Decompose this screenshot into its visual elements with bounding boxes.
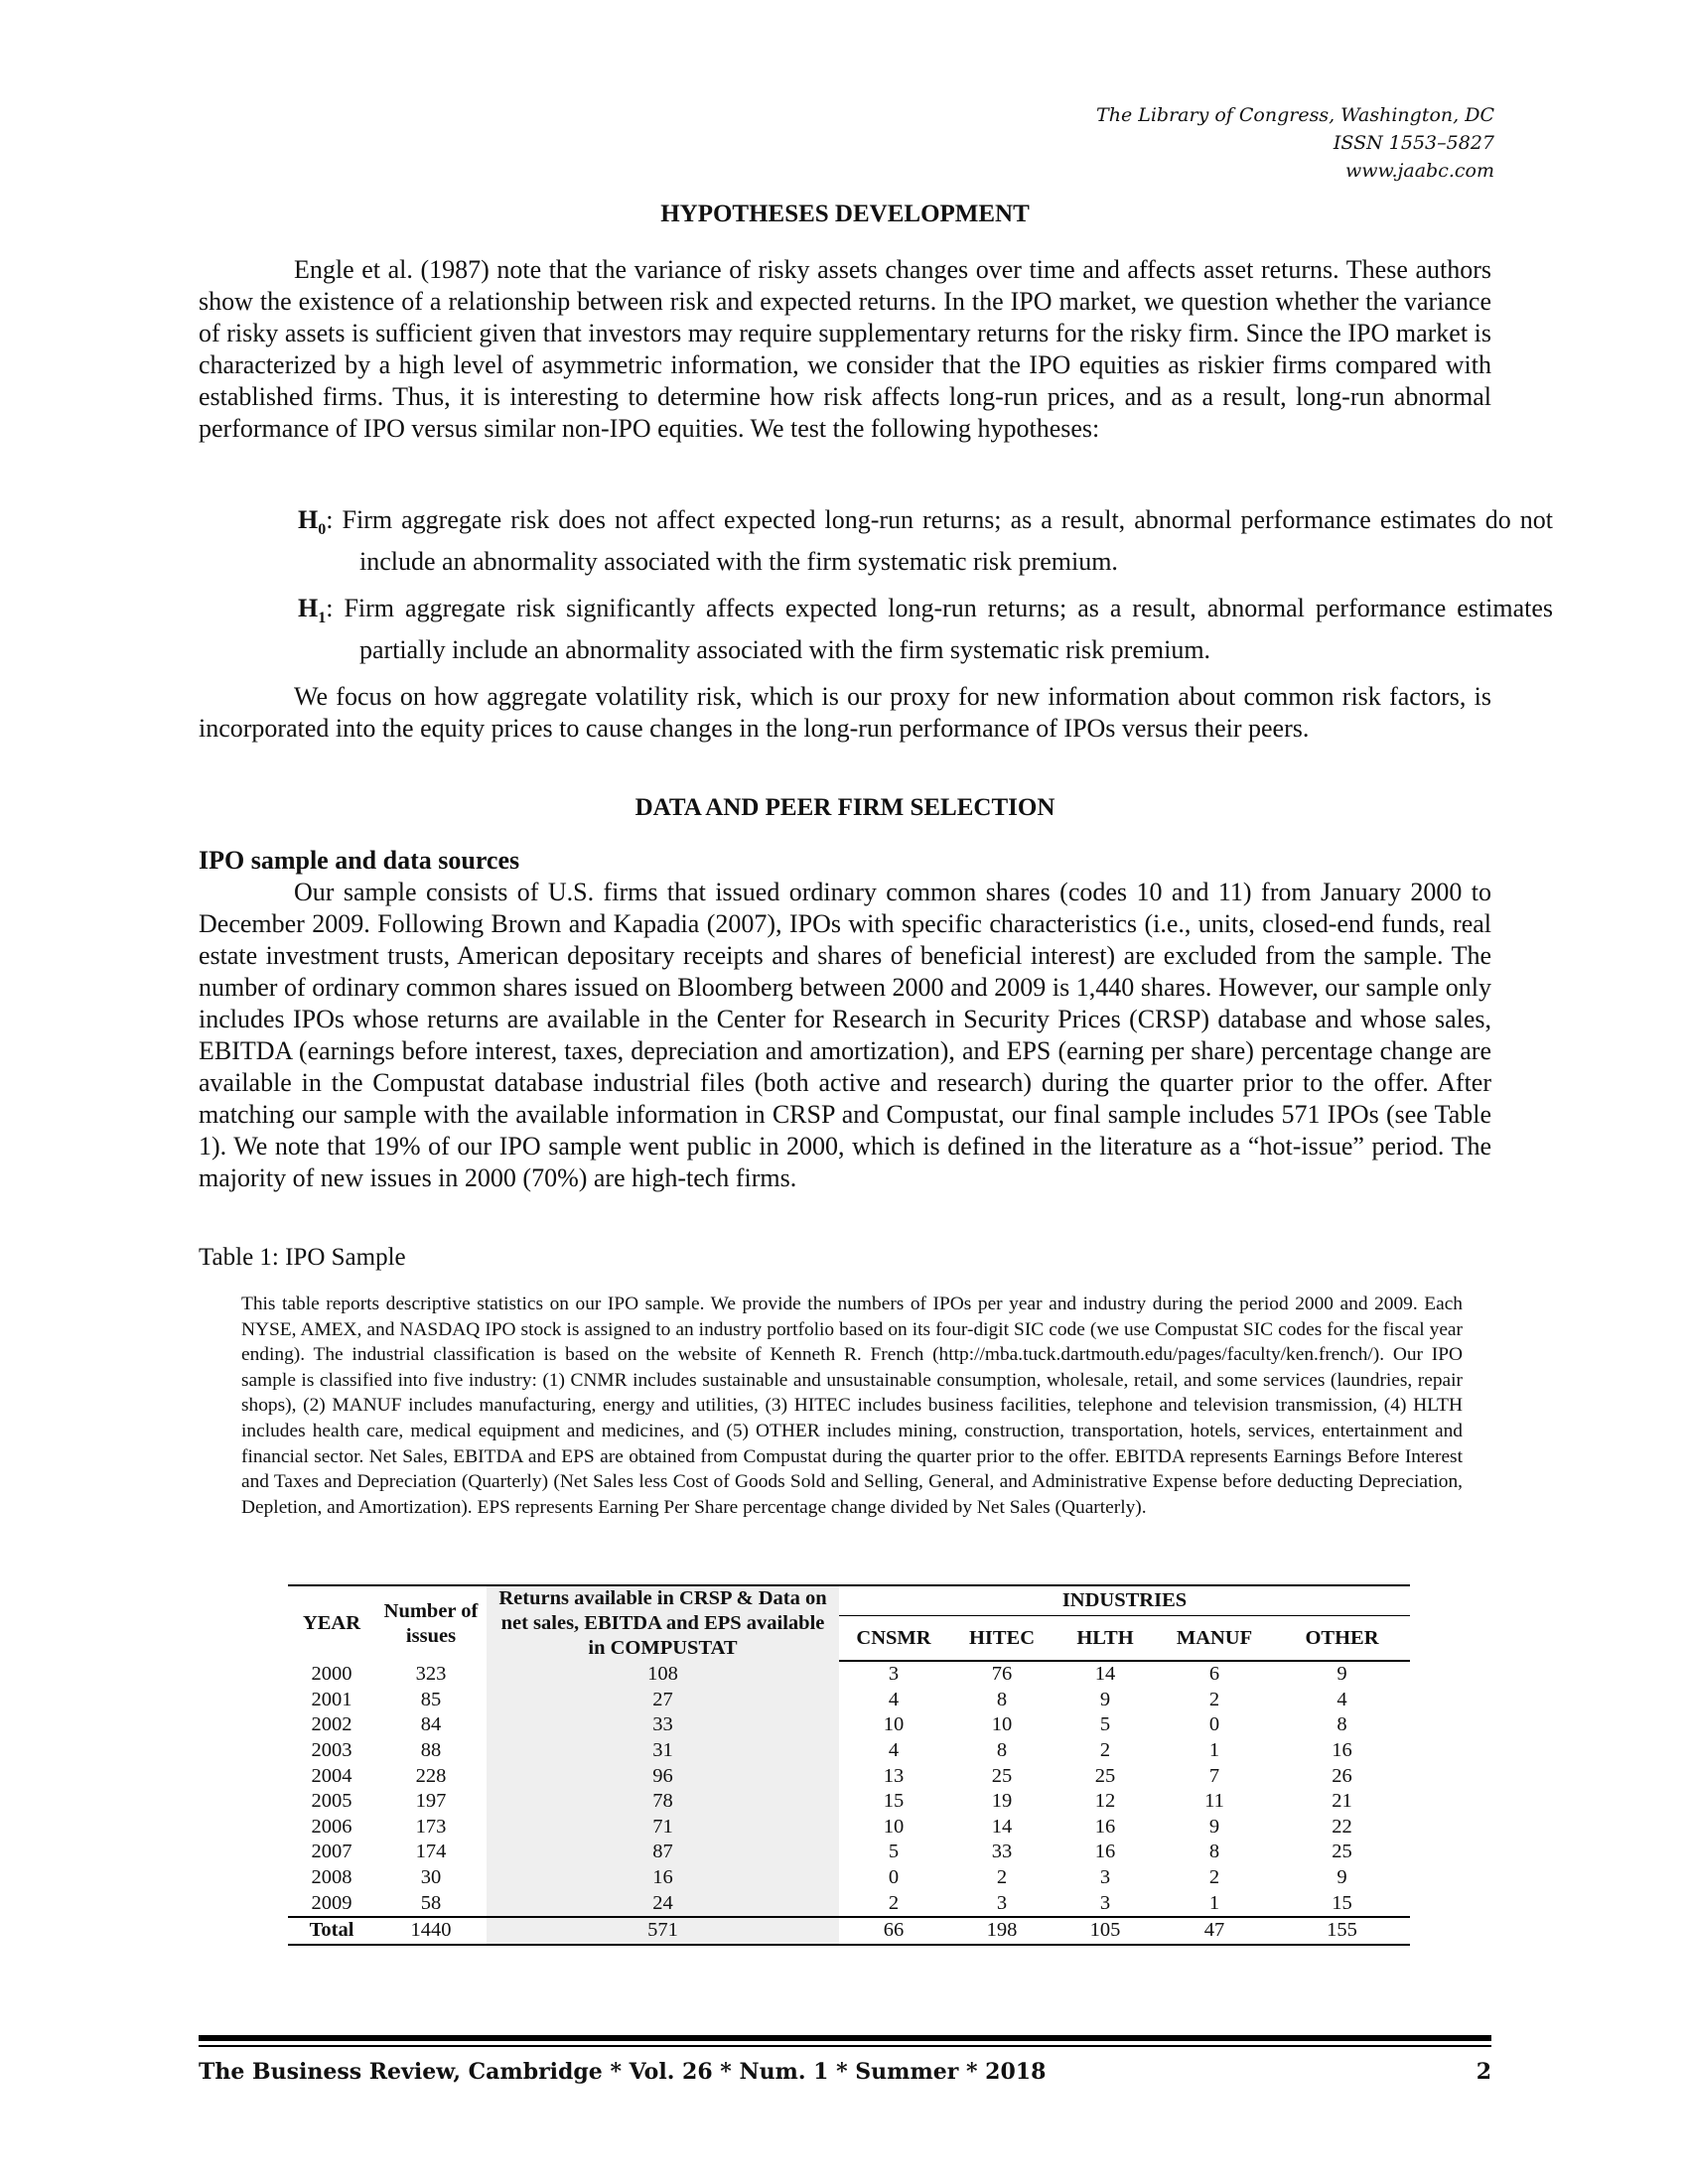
cell-hlth: 3 [1099, 1866, 1111, 1889]
col-cnsmr-header: CNSMR [839, 1616, 948, 1662]
cell-year: 2003 [311, 1739, 352, 1762]
running-header [1096, 101, 1494, 185]
cell-available: 16 [487, 1865, 839, 1891]
cell-available: 33 [487, 1712, 839, 1738]
cell-hitec: 2 [996, 1866, 1008, 1889]
cell-total-cnsmr: 66 [839, 1917, 948, 1945]
cell-cnsmr: 13 [883, 1764, 905, 1787]
cell-available: 71 [487, 1815, 839, 1841]
cell-issues: 174 [415, 1841, 447, 1863]
focus-paragraph: We focus on how aggregate volatility risk, which is our proxy for new information about common risk factors, is incorporated into the equity prices to cause changes in the long-run performance of IPOs versus their peers. [199, 682, 1491, 743]
h1-text: : Firm aggregate risk significantly affects expected long-run returns; as a result, abnormal performance estimates partially include an abnormality associated with the firm systematic risk premium. [326, 594, 1553, 665]
h0-label: H [298, 505, 319, 534]
cell-cnsmr: 10 [883, 1815, 905, 1838]
col-hlth-header: HLTH [1055, 1616, 1155, 1662]
h1-label: H [298, 594, 319, 622]
cell-cnsmr: 15 [883, 1790, 905, 1813]
page-number: 2 [1476, 2059, 1491, 2085]
issn-line: ISSN 1553–5827 [1333, 132, 1494, 154]
cell-hlth: 3 [1099, 1891, 1111, 1914]
cell-issues: 197 [415, 1790, 447, 1813]
cell-year: 2009 [311, 1891, 352, 1914]
cell-year: 2006 [311, 1815, 352, 1838]
cell-available: 108 [487, 1661, 839, 1688]
cell-hlth: 16 [1094, 1815, 1116, 1838]
cell-cnsmr: 2 [888, 1891, 900, 1914]
col-other-header: OTHER [1274, 1616, 1410, 1662]
cell-hlth: 14 [1094, 1663, 1116, 1686]
cell-other: 9 [1336, 1866, 1347, 1889]
table-row [288, 1712, 1410, 1738]
cell-other: 26 [1332, 1764, 1352, 1787]
cell-available: 31 [487, 1738, 839, 1764]
cell-other: 21 [1332, 1790, 1352, 1813]
cell-cnsmr: 4 [888, 1739, 900, 1762]
cell-available: 27 [487, 1688, 839, 1713]
cell-manuf: 9 [1208, 1815, 1220, 1838]
cell-hitec: 3 [996, 1891, 1008, 1914]
h0-text: : Firm aggregate risk does not affect expected long-run returns; as a result, abnormal performance estimates do not include an abnormality associated with the firm systematic risk premium. [326, 505, 1553, 577]
cell-cnsmr: 5 [888, 1841, 900, 1863]
table-header-row [288, 1585, 1410, 1616]
ipo-sample-table [288, 1584, 1410, 1946]
table-row [288, 1840, 1410, 1865]
cell-manuf: 11 [1204, 1790, 1224, 1813]
cell-hlth: 2 [1099, 1739, 1111, 1762]
col-available-header: Returns available in CRSP & Data on net sales, EBITDA and EPS available in COMPUSTAT [487, 1585, 839, 1661]
cell-available: 96 [487, 1763, 839, 1789]
cell-cnsmr: 4 [888, 1688, 900, 1710]
cell-year: 2001 [311, 1688, 352, 1710]
col-issues-header: Number of issues [375, 1585, 487, 1661]
cell-manuf: 2 [1208, 1866, 1220, 1889]
footer-rule-thick [199, 2035, 1491, 2041]
cell-hitec: 76 [991, 1663, 1013, 1686]
cell-other: 22 [1332, 1815, 1352, 1838]
cell-hlth: 9 [1099, 1688, 1111, 1710]
cell-year: 2008 [311, 1866, 352, 1889]
cell-manuf: 2 [1208, 1688, 1220, 1710]
cell-issues: 228 [415, 1764, 447, 1787]
table-row [288, 1815, 1410, 1841]
table-total-row [288, 1917, 1410, 1945]
footer-rule-thin [199, 2045, 1491, 2047]
table-row [288, 1865, 1410, 1891]
table-note: This table reports descriptive statistics on our IPO sample. We provide the numbers of IPOs per year and industry during the period 2000 and 2009. Each NYSE, AMEX, and NASDAQ IPO stock is assigned to an industry portfolio based on its four-digit SIC code (we use Compustat SIC codes for the fiscal year ending). The industrial classification is based on the website of Kenneth R. French (http://mba.tuck.dartmouth.edu/pages/faculty/ken.french/). Our IPO sample is classified into five industry: (1) CNMR includes sustainable and unsustainable consumption, wholesale, retail, and some services (laundries, repair shops), (2) MANUF includes manufacturing, energy and utilities, (3) HITEC includes business facilities, telephone and television transmission, (4) HLTH includes health care, medical equipment and medicines, and (5) OTHER includes mining, construction, transportation, hotels, services, entertainment and financial sector. Net Sales, EBITDA and EPS are obtained from Compustat during the quarter prior to the offer. EBITDA represents Earnings Before Interest and Taxes and Depreciation (Quarterly) (Net Sales less Cost of Goods Sold and Selling, General, and Administrative Expense before deducting Depreciation, Depletion, and Amortization). EPS represents Earning Per Share percentage change divided by Net Sales (Quarterly). [241, 1294, 1463, 1518]
cell-manuf: 0 [1208, 1713, 1220, 1736]
cell-hitec: 8 [996, 1688, 1008, 1710]
cell-total-other: 155 [1274, 1917, 1410, 1945]
col-hitec-header: HITEC [948, 1616, 1055, 1662]
sample-subheading: IPO sample and data sources [199, 846, 520, 875]
cell-issues: 58 [420, 1891, 442, 1914]
hypothesis-h0 [298, 504, 1553, 578]
cell-issues: 30 [420, 1866, 442, 1889]
cell-year: 2007 [311, 1841, 352, 1863]
h0-subscript: 0 [318, 521, 327, 539]
cell-issues: 85 [420, 1688, 442, 1710]
cell-total-hitec: 198 [948, 1917, 1055, 1945]
cell-total-issues: 1440 [375, 1917, 487, 1945]
data-heading: DATA AND PEER FIRM SELECTION [634, 794, 1055, 821]
cell-manuf: 8 [1208, 1841, 1220, 1863]
cell-year: 2000 [311, 1662, 352, 1685]
journal-footer: The Business Review, Cambridge * Vol. 26 * Num. 1 * Summer * 2018 [199, 2059, 1047, 2085]
cell-manuf: 1 [1208, 1891, 1220, 1914]
publisher-line: The Library of Congress, Washington, DC [1096, 104, 1494, 126]
cell-total-available: 571 [487, 1917, 839, 1945]
cell-available: 78 [487, 1789, 839, 1815]
cell-year: 2004 [311, 1764, 352, 1787]
cell-hlth: 25 [1094, 1764, 1116, 1787]
col-manuf-header: MANUF [1155, 1616, 1274, 1662]
cell-available: 24 [487, 1890, 839, 1917]
cell-hitec: 33 [991, 1841, 1013, 1863]
cell-year: 2005 [311, 1790, 352, 1813]
cell-total-manuf: 47 [1155, 1917, 1274, 1945]
cell-hlth: 5 [1099, 1713, 1111, 1736]
cell-hlth: 16 [1094, 1841, 1116, 1863]
hypothesis-h1 [298, 593, 1553, 666]
table-caption: Table 1: IPO Sample [199, 1244, 406, 1271]
cell-total-label: Total [288, 1917, 375, 1945]
hypotheses-paragraph: Engle et al. (1987) note that the variance of risky assets changes over time and affects asset returns. These authors show the existence of a relationship between risk and expected returns. In the IPO market, we question whether the variance of risky assets is sufficient given that investors may require supplementary returns for the risky firm. Since the IPO market is characterized by a high level of asymmetric information, we consider that the IPO equities as riskier firms compared with established firms. Thus, it is interesting to determine how risk affects long-run prices, and as a result, long-run abnormal performance of IPO versus similar non-IPO equities. We test the following hypotheses: [199, 255, 1491, 443]
cell-other: 4 [1336, 1688, 1347, 1710]
table-row [288, 1738, 1410, 1764]
hypotheses-heading: HYPOTHESES DEVELOPMENT [660, 201, 1030, 227]
cell-total-hlth: 105 [1055, 1917, 1155, 1945]
cell-issues: 88 [420, 1739, 442, 1762]
cell-other: 25 [1332, 1841, 1352, 1863]
cell-other: 8 [1336, 1713, 1347, 1736]
cell-cnsmr: 3 [888, 1663, 900, 1686]
cell-cnsmr: 0 [888, 1866, 900, 1889]
table-row [288, 1890, 1410, 1917]
cell-hitec: 25 [991, 1764, 1013, 1787]
table-row [288, 1763, 1410, 1789]
industries-header: INDUSTRIES [839, 1585, 1410, 1616]
table-row [288, 1661, 1410, 1688]
col-year-header: YEAR [288, 1585, 375, 1661]
cell-issues: 84 [420, 1713, 442, 1736]
sample-paragraph: Our sample consists of U.S. firms that issued ordinary common shares (codes 10 and 11) from January 2000 to December 2009. Following Brown and Kapadia (2007), IPOs with specific characteristics (i.e., units, closed-end funds, real estate investment trusts, American depositary receipts and shares of beneficial interest) are excluded from the sample. The number of ordinary common shares issued on Bloomberg between 2000 and 2009 is 1,440 shares. However, our sample only includes IPOs whose returns are available in the Center for Research in Security Prices (CRSP) database and whose sales, EBITDA (earnings before interest, taxes, depreciation and amortization), and EPS (earning per share) percentage change are available in the Compustat database industrial files (both active and research) during the quarter prior to the offer. After matching our sample with the available information in CRSP and Compustat, our final sample includes 571 IPOs (see Table 1). We note that 19% of our IPO sample went public in 2000, which is defined in the literature as a “hot-issue” period. The majority of new issues in 2000 (70%) are high-tech firms. [199, 878, 1491, 1192]
cell-issues: 173 [415, 1815, 447, 1838]
cell-manuf: 7 [1208, 1764, 1220, 1787]
h1-subscript: 1 [318, 610, 327, 627]
cell-hlth: 12 [1094, 1790, 1116, 1813]
cell-manuf: 1 [1208, 1739, 1220, 1762]
cell-year: 2002 [311, 1713, 352, 1736]
table-row [288, 1688, 1410, 1713]
table-row [288, 1789, 1410, 1815]
cell-manuf: 6 [1208, 1663, 1220, 1686]
cell-hitec: 8 [996, 1739, 1008, 1762]
cell-issues: 323 [415, 1662, 447, 1685]
cell-hitec: 14 [991, 1815, 1013, 1838]
website-line: www.jaabc.com [1344, 160, 1494, 182]
cell-cnsmr: 10 [883, 1713, 905, 1736]
cell-hitec: 10 [991, 1713, 1013, 1736]
cell-other: 9 [1336, 1663, 1347, 1686]
cell-hitec: 19 [991, 1790, 1013, 1813]
cell-available: 87 [487, 1840, 839, 1865]
cell-other: 15 [1332, 1891, 1352, 1914]
cell-other: 16 [1332, 1739, 1352, 1762]
